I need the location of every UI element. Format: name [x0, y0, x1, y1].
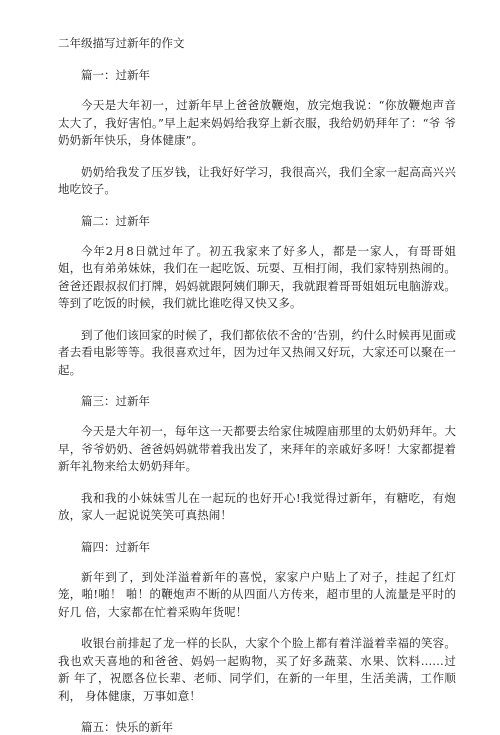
- paragraph: 新年到了，到处洋溢着新年的喜悦，家家户户贴上了对子，挂起了红灯 笼，啪!啪！ 啪！的鞭炮声不断的从四面八方传来，超市里的人流量是平时的好几 倍，大家都在忙着采购年货呢！: [58, 569, 456, 619]
- paragraph: 今年2月8日就过年了。初五我家来了好多人，都是一家人，有哥哥姐 姐，也有弟弟妹妹，我们在一起吃饭、玩耍、互相打闹，我们家特别热闹的。 爸爸还跟叔叔们打牌，妈妈就跟阿姨们聊天，我就跟着哥哥姐姐玩电脑游戏。 等到了吃饭的时候，我们就比谁吃得又快又多。: [58, 243, 456, 310]
- section-heading: 篇一：过新年: [81, 68, 150, 82]
- section-4: [58, 539, 456, 706]
- section-heading: 篇五：快乐的新年: [81, 720, 173, 734]
- section-2: [58, 213, 456, 380]
- section-5: [58, 719, 456, 735]
- paragraph: 我和我的小妹妹雪儿在一起玩的也好开心!我觉得过新年，有糖吃，有炮 放，家人一起说说笑笑可真热闹！: [58, 490, 456, 522]
- document-title: 二年级描写过新年的作文: [58, 36, 185, 50]
- paragraph: 到了他们该回家的时候了，我们都依依不舍的‘告别，约什么时候再见面或者去看电影等等。我很喜欢过年，因为过年又热闹又好玩，大家还可以聚在一 起。: [58, 327, 456, 377]
- paragraph: 今天是大年初一，每年这一天都要去给家住城隍庙那里的太奶奶拜年。大 早，爷爷奶奶、爸爸妈妈就带着我出发了，来拜年的亲戚好多呀！大家都提着 新年礼物来给太奶奶拜年。: [58, 424, 456, 473]
- section-heading: 篇三：过新年: [81, 394, 150, 408]
- paragraph: 奶奶给我发了压岁钱，让我好好学习，我很高兴，我们全家一起高高兴兴 地吃饺子。: [58, 164, 456, 196]
- paragraph: 收银台前排起了龙一样的长队，大家个个脸上都有着洋溢着幸福的笑容。 我也欢天喜地的和爸爸、妈妈一起购物，买了好多蔬菜、水果、饮料……过 新 年了，祝愿各位长辈、老师、同学们，在新的一年里，生活美满，工作顺利， 身体健康，万事如意！: [58, 636, 456, 703]
- section-3: [58, 393, 456, 525]
- section-heading: 篇二：过新年: [81, 213, 150, 228]
- paragraph: 今天是大年初一，过新年早上爸爸放鞭炮，放完炮我说：“你放鞭炮声音 太大了，我好害怕。”早上起来妈妈给我穿上新衣服，我给奶奶拜年了：“爷 爷奶奶新年快乐，身体健康”。: [58, 98, 456, 147]
- section-1: [58, 67, 456, 199]
- section-heading: 篇四：过新年: [81, 539, 150, 554]
